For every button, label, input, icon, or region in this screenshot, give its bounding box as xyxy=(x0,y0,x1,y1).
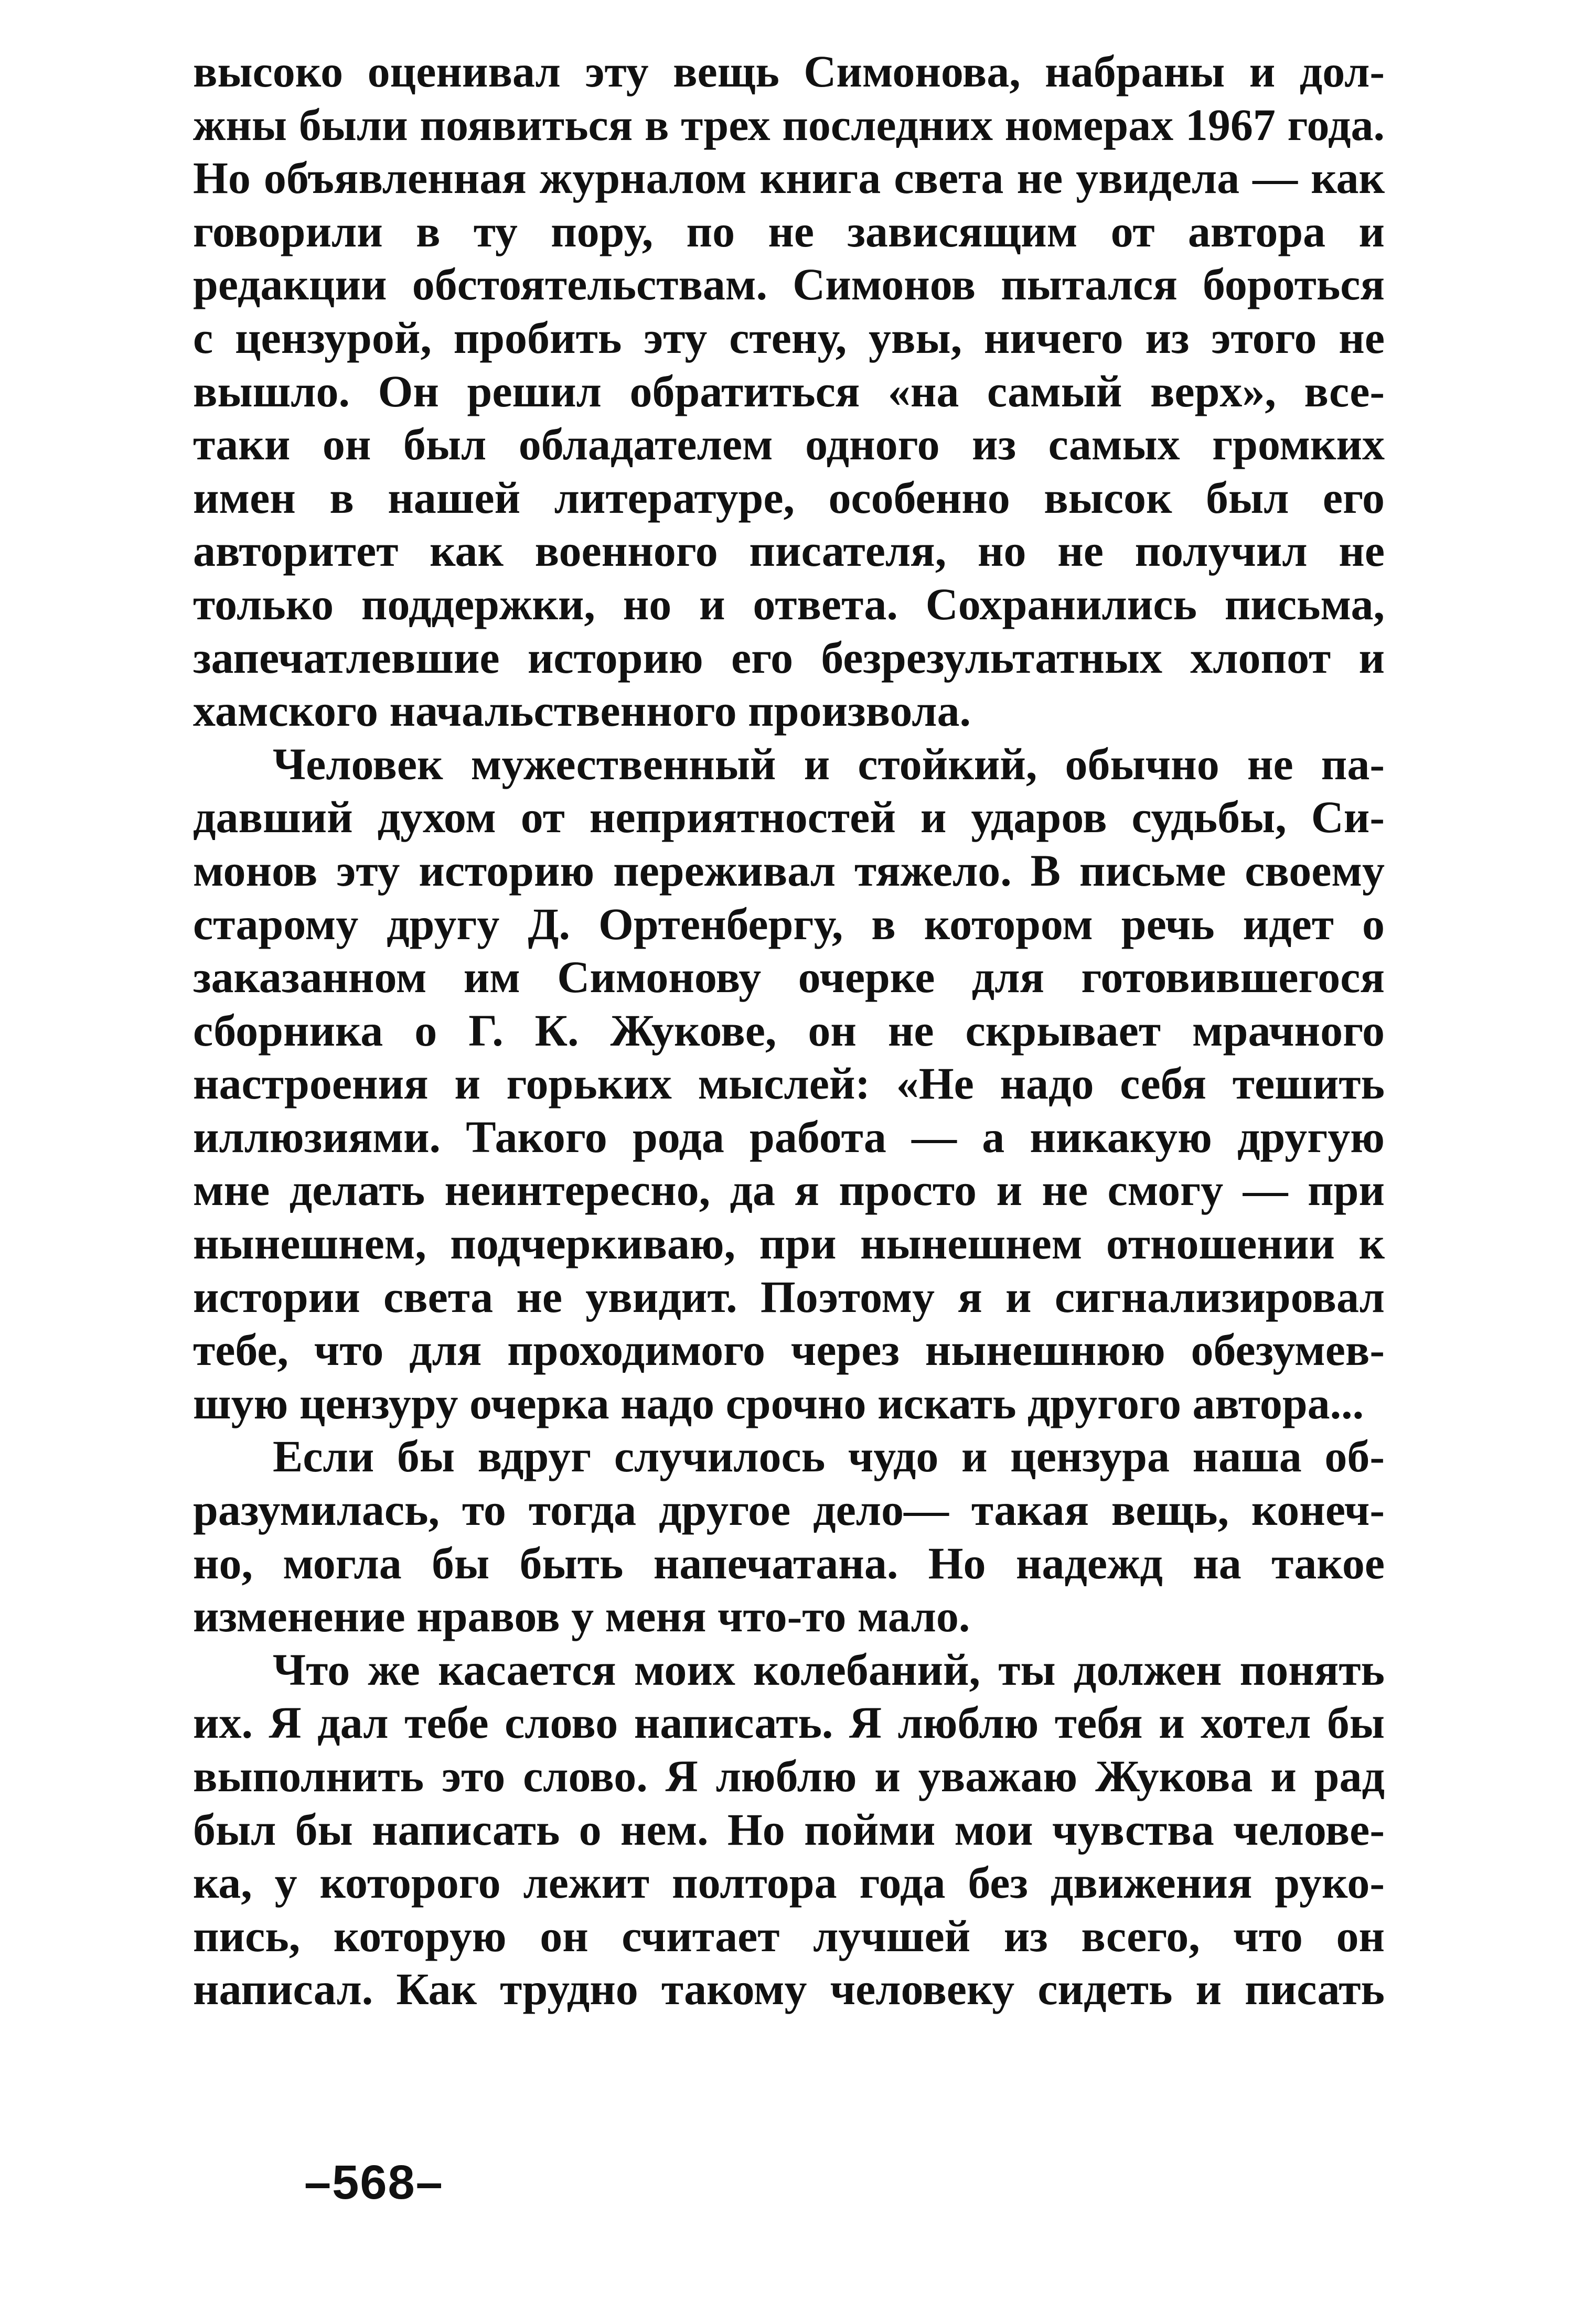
page-number: –568– xyxy=(304,2156,444,2209)
text-line: заказанном им Симонову очерке для готовившегося xyxy=(193,952,1385,1003)
text-line: высоко оценивал эту вещь Симонова, набраны и дол- xyxy=(193,46,1385,96)
text-line: старому другу Д. Ортенбергу, в котором речь идет о xyxy=(193,898,1385,949)
text-line: с цензурой, пробить эту стену, увы, ничего из этого не xyxy=(193,312,1385,363)
text-line: запечатлевшие историю его безрезультатных хлопот и xyxy=(193,632,1385,683)
text-line: таки он был обладателем одного из самых громких xyxy=(193,419,1385,470)
text-line: авторитет как военного писателя, но не получил не xyxy=(193,525,1385,576)
text-line: сборника о Г. К. Жукове, он не скрывает мрачного xyxy=(193,1005,1385,1056)
text-line: Человек мужественный и стойкий, обычно не па- xyxy=(273,738,1385,789)
text-line: настроения и горьких мыслей: «Не надо себя тешить xyxy=(193,1058,1385,1109)
text-line: иллюзиями. Такого рода работа — а никакую другую xyxy=(193,1111,1385,1162)
text-line: давший духом от неприятностей и ударов судьбы, Си- xyxy=(193,792,1385,843)
text-line: жны были появиться в трех последних номерах 1967 года. xyxy=(193,99,1385,150)
text-line: только поддержки, но и ответа. Сохранились письма, xyxy=(193,578,1385,629)
text-line: Если бы вдруг случилось чудо и цензура наша об- xyxy=(273,1431,1385,1482)
text-line: говорили в ту пору, по не зависящим от автора и xyxy=(193,206,1385,256)
text-line: истории света не увидит. Поэтому я и сигнализировал xyxy=(193,1271,1385,1322)
text-line: Что же касается моих колебаний, ты должен понять xyxy=(273,1644,1385,1695)
text-line: монов эту историю переживал тяжело. В письме своему xyxy=(193,845,1385,896)
text-line: вышло. Он решил обратиться «на самый верх», все- xyxy=(193,365,1385,416)
text-line: хамского начальственного произвола. xyxy=(193,685,971,736)
text-line: редакции обстоятельствам. Симонов пытался бороться xyxy=(193,259,1385,310)
text-line: тебе, что для проходимого через нынешнюю обезумев- xyxy=(193,1325,1385,1375)
text-line: их. Я дал тебе слово написать. Я люблю тебя и хотел бы xyxy=(193,1697,1385,1748)
text-line: шую цензуру очерка надо срочно искать другого автора... xyxy=(193,1378,1364,1428)
text-line: выполнить это слово. Я люблю и уважаю Жукова и рад xyxy=(193,1751,1385,1801)
text-line: но, могла бы быть напечатана. Но надежд на такое xyxy=(193,1537,1385,1588)
text-line: ка, у которого лежит полтора года без движения руко- xyxy=(193,1857,1385,1908)
text-line: написал. Как трудно такому человеку сидеть и писать xyxy=(193,1964,1385,2015)
text-line: был бы написать о нем. Но пойми мои чувства челове- xyxy=(193,1804,1385,1855)
text-line: нынешнем, подчеркиваю, при нынешнем отношении к xyxy=(193,1218,1385,1269)
text-line: пись, которую он считает лучшей из всего, что он xyxy=(193,1910,1385,1961)
text-line: Но объявленная журналом книга света не увидела — как xyxy=(193,153,1385,203)
text-line: разумилась, то тогда другое дело— такая вещь, конеч- xyxy=(193,1484,1385,1535)
text-line: имен в нашей литературе, особенно высок был его xyxy=(193,472,1385,523)
text-line: изменение нравов у меня что-то мало. xyxy=(193,1591,970,1642)
body-text xyxy=(193,45,1385,2016)
text-line: мне делать неинтересно, да я просто и не смогу — при xyxy=(193,1165,1385,1215)
